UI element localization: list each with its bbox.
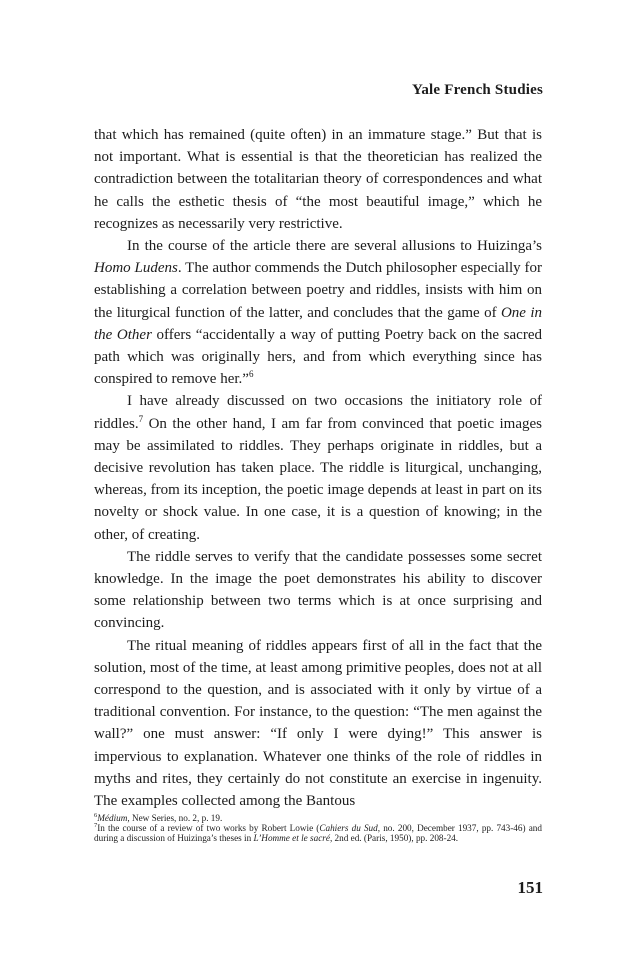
footnote-text: 2nd ed. (Paris, 1950), pp. 208-24. [332,833,459,843]
paragraph-text: The riddle serves to verify that the candidate possesses some secret knowledge. In the image the poet demonstrates his ability to discover some relationship between two terms which is at once surprising and convincing. [94,548,542,632]
footnote [94,823,542,843]
footnote-text: no. 200, December 1937, pp. 743-46) and during a discussion of Huizinga’s theses in [94,823,542,843]
running-head: Yale French Studies [411,82,543,98]
page-number: 151 [517,878,543,897]
footnote-text: In the course of a review of two works by Robert Lowie ( [97,823,320,833]
paragraph-text: I have already discussed on two occasions the initiatory role of riddles. [94,393,542,432]
paragraph-text: . The author commends the Dutch philosopher especially for establishing a correlation between poetry and riddles, insists with him on the liturgical function of the latter, and concludes that the game of [94,260,542,321]
paragraph-text: that which has remained (quite often) in an immature stage.” But that is not important. What is essential is that the theoretician has realized the contradiction between the totalitarian theory of correspondences and what he calls the esthetic thesis of “the most beautiful image,” which he recognizes as necessarily very restrictive. [94,127,542,232]
footnote [94,813,542,823]
journal-title: Médium, [97,813,130,823]
footnote-marker: 6 [248,369,254,380]
paragraph [94,390,542,545]
footnote-number: 6 [94,811,98,819]
book-title: L’Homme et le sacré, [253,833,333,843]
paragraph-text: In the course of the article there are several allusions to Huizinga’s [127,238,542,255]
footnotes [94,813,542,843]
book-title: Homo Ludens [94,260,178,277]
paragraph [94,235,542,390]
paragraph [94,124,542,235]
paragraph-text: offers “accidentally a way of putting Poetry back on the sacred path which was originally hers, and from which everything since has conspired to remove her.” [94,326,542,388]
paragraph [94,635,542,813]
footnote-text: New Series, no. 2, p. 19. [129,813,223,823]
footnote-marker: 7 [138,413,144,424]
journal-title: Cahiers du Sud, [319,823,381,833]
footnote-number: 7 [94,821,98,829]
paragraph-text: On the other hand, I am far from convinced that poetic images may be assimilated to riddles. They perhaps originate in riddles, but a decisive revolution has taken place. The riddle is liturgical, unchanging, whereas, from its inception, the poetic image depends at least in part on its novelty or shock value. In one case, it is a question of knowing; in the other, of creating. [94,415,542,543]
body-text [94,124,542,812]
paragraph-text: The ritual meaning of riddles appears first of all in the fact that the solution, most of the time, at least among primitive peoples, does not at all correspond to the question, and is associated with it only by virtue of a traditional convention. For instance, to the question: “The men against the wall?” one must answer: “If only I were dying!” This answer is impervious to explanation. Whatever one thinks of the role of riddles in myths and rites, they certainly do not constitute an exercise in ingenuity. The examples collected among the Bantous [94,637,542,810]
paragraph [94,546,542,635]
game-title: One in the Other [94,304,542,343]
